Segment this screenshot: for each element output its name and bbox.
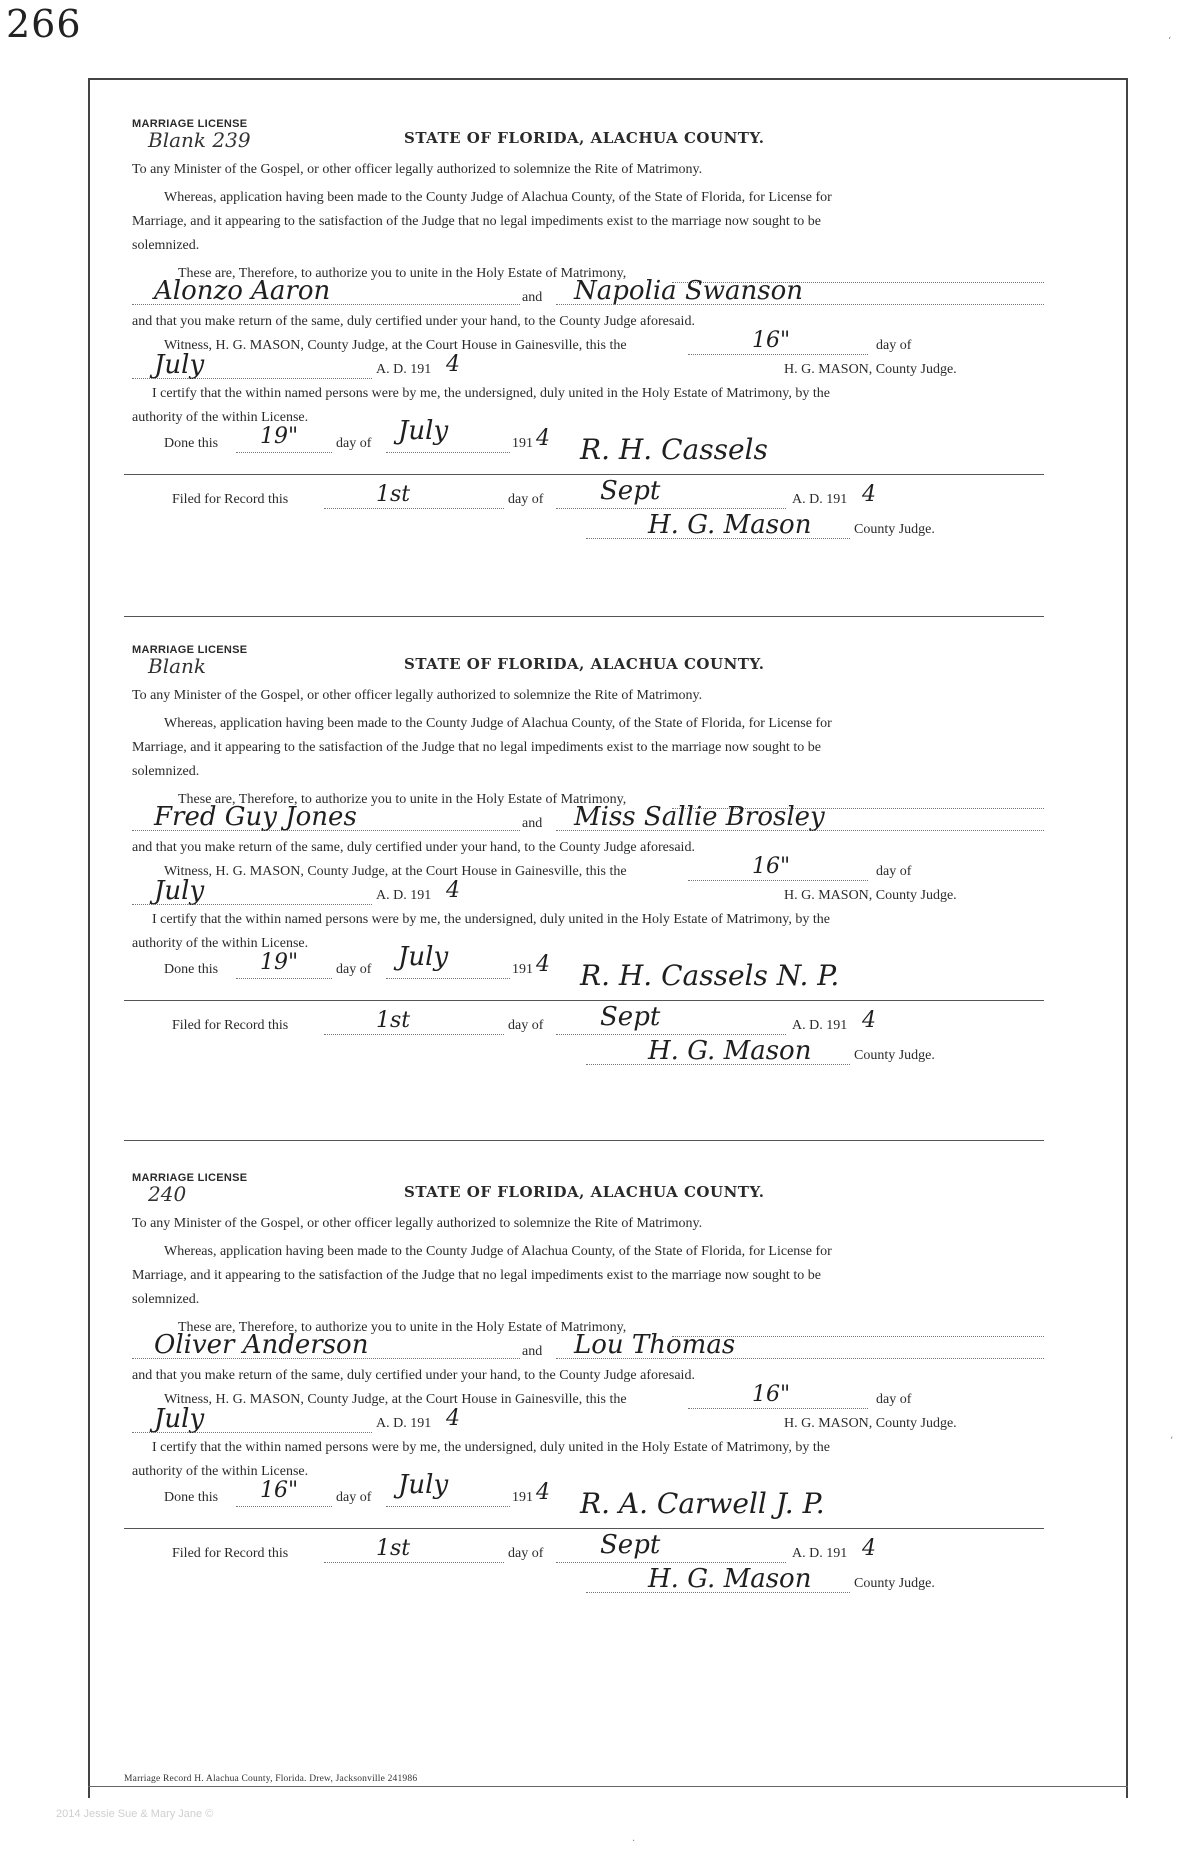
fill-line [132, 1358, 520, 1359]
whereas-line-1: Whereas, application having been made to the County Judge of Alachua County, of the State of Florida, for License for [164, 716, 832, 731]
certify-line-1: I certify that the within named persons were by me, the undersigned, duly united in the Holy Estate of Matrimony, by the [152, 386, 830, 401]
scan-mark: ‘ [1168, 36, 1172, 47]
done-day: 19" [260, 950, 299, 975]
year-prefix: 191 [512, 1490, 533, 1505]
fill-line [236, 452, 332, 453]
fill-line [386, 978, 510, 979]
day-of-label: day of [508, 492, 544, 507]
fill-line [556, 1358, 1044, 1359]
witness-clause: Witness, H. G. MASON, County Judge, at the Court House in Gainesville, this the [164, 338, 627, 353]
witness-day: 16" [752, 328, 791, 353]
done-year-digit: 4 [536, 1480, 550, 1505]
day-of-label: day of [336, 436, 372, 451]
license-label: MARRIAGE LICENSE [132, 1172, 248, 1184]
separator-rule [124, 1140, 1044, 1141]
ad-label: A. D. 191 [792, 492, 848, 507]
watermark: 2014 Jessie Sue & Mary Jane © [56, 1808, 214, 1820]
filed-month: Sept [600, 1002, 661, 1032]
scan-mark: ’ [1170, 1436, 1174, 1447]
done-month: July [398, 1470, 449, 1500]
done-year-digit: 4 [536, 952, 550, 977]
these-are-clause: These are, Therefore, to authorize you to unite in the Holy Estate of Matrimony, [178, 792, 627, 807]
fill-line [132, 378, 372, 379]
license-number: Blank [148, 654, 207, 678]
judge-printed: H. G. MASON, County Judge. [784, 1416, 957, 1431]
day-of-label: day of [508, 1018, 544, 1033]
officiant-signature: R. H. Cassels N. P. [580, 959, 840, 992]
day-of-label: day of [876, 338, 912, 353]
and-label: and [522, 290, 543, 305]
fill-line [556, 1034, 786, 1035]
fill-line [132, 904, 372, 905]
fill-line [324, 1034, 504, 1035]
whereas-line-3: solemnized. [132, 764, 200, 779]
return-clause: and that you make return of the same, duly certified under your hand, to the County Judge aforesaid. [132, 1368, 695, 1383]
done-month: July [398, 416, 449, 446]
whereas-line-1: Whereas, application having been made to the County Judge of Alachua County, of the State of Florida, for License for [164, 1244, 832, 1259]
certify-line-2: authority of the within License. [132, 1464, 309, 1479]
done-this-label: Done this [164, 962, 219, 977]
fill-line [386, 1506, 510, 1507]
witness-year-digit: 4 [446, 352, 460, 377]
whereas-line-3: solemnized. [132, 1292, 200, 1307]
judge-signature: H. G. Mason [648, 510, 812, 540]
judge-signature: H. G. Mason [648, 1036, 812, 1066]
done-this-label: Done this [164, 436, 219, 451]
filed-label: Filed for Record this [172, 492, 289, 507]
ad-label: A. D. 191 [792, 1546, 848, 1561]
license-label: MARRIAGE LICENSE [132, 118, 248, 130]
whereas-line-2: Marriage, and it appearing to the satisfaction of the Judge that no legal impediments exist to the marriage now sought to be [132, 214, 821, 229]
return-clause: and that you make return of the same, duly certified under your hand, to the County Judge aforesaid. [132, 314, 695, 329]
witness-day: 16" [752, 854, 791, 879]
return-clause: and that you make return of the same, duly certified under your hand, to the County Judge aforesaid. [132, 840, 695, 855]
fill-line [324, 508, 504, 509]
ad-label: A. D. 191 [376, 362, 432, 377]
officiant-signature: R. H. Cassels [580, 433, 768, 466]
filed-day: 1st [376, 1536, 411, 1561]
filed-year-digit: 4 [862, 1008, 876, 1033]
year-prefix: 191 [512, 436, 533, 451]
county-judge-label: County Judge. [854, 1048, 935, 1063]
filed-label: Filed for Record this [172, 1546, 289, 1561]
these-are-clause: These are, Therefore, to authorize you to unite in the Holy Estate of Matrimony, [178, 1320, 627, 1335]
ad-label: A. D. 191 [792, 1018, 848, 1033]
officiant-signature: R. A. Carwell J. P. [580, 1487, 825, 1520]
filed-label: Filed for Record this [172, 1018, 289, 1033]
witness-year-digit: 4 [446, 1406, 460, 1431]
fill-line [556, 830, 1044, 831]
whereas-line-2: Marriage, and it appearing to the satisfaction of the Judge that no legal impediments exist to the marriage now sought to be [132, 740, 821, 755]
done-this-label: Done this [164, 1490, 219, 1505]
witness-clause: Witness, H. G. MASON, County Judge, at the Court House in Gainesville, this the [164, 1392, 627, 1407]
day-of-label: day of [336, 962, 372, 977]
scan-mark: · [632, 1836, 636, 1847]
fill-line [324, 1562, 504, 1563]
fill-line [556, 1562, 786, 1563]
license-number: 240 [148, 1182, 187, 1206]
witness-year-digit: 4 [446, 878, 460, 903]
witness-month: July [154, 350, 205, 380]
done-day: 19" [260, 424, 299, 449]
state-heading: STATE OF FLORIDA, ALACHUA COUNTY. [404, 1183, 765, 1201]
filed-day: 1st [376, 1008, 411, 1033]
ad-label: A. D. 191 [376, 888, 432, 903]
fill-line [132, 304, 520, 305]
done-day: 16" [260, 1478, 299, 1503]
whereas-line-2: Marriage, and it appearing to the satisfaction of the Judge that no legal impediments exist to the marriage now sought to be [132, 1268, 821, 1283]
section-rule [124, 474, 1044, 475]
witness-month: July [154, 876, 205, 906]
done-year-digit: 4 [536, 426, 550, 451]
groom-name: Fred Guy Jones [154, 802, 357, 832]
fill-line [386, 452, 510, 453]
page-number: 266 [6, 2, 82, 46]
filed-month: Sept [600, 476, 661, 506]
fill-line [132, 830, 520, 831]
minister-clause: To any Minister of the Gospel, or other officer legally authorized to solemnize the Rite of Matrimony. [132, 162, 703, 177]
certify-line-1: I certify that the within named persons were by me, the undersigned, duly united in the Holy Estate of Matrimony, by the [152, 912, 830, 927]
filed-year-digit: 4 [862, 1536, 876, 1561]
fill-line [132, 1432, 372, 1433]
day-of-label: day of [876, 864, 912, 879]
judge-printed: H. G. MASON, County Judge. [784, 362, 957, 377]
separator-rule [124, 616, 1044, 617]
witness-day: 16" [752, 1382, 791, 1407]
county-judge-label: County Judge. [854, 522, 935, 537]
judge-printed: H. G. MASON, County Judge. [784, 888, 957, 903]
fill-line [556, 508, 786, 509]
fill-line [688, 1408, 868, 1409]
whereas-line-3: solemnized. [132, 238, 200, 253]
and-label: and [522, 1344, 543, 1359]
groom-name: Alonzo Aaron [154, 276, 331, 306]
state-heading: STATE OF FLORIDA, ALACHUA COUNTY. [404, 129, 765, 147]
day-of-label: day of [336, 1490, 372, 1505]
section-rule [124, 1000, 1044, 1001]
filed-year-digit: 4 [862, 482, 876, 507]
filed-day: 1st [376, 482, 411, 507]
done-month: July [398, 942, 449, 972]
judge-signature: H. G. Mason [648, 1564, 812, 1594]
minister-clause: To any Minister of the Gospel, or other officer legally authorized to solemnize the Rite of Matrimony. [132, 1216, 703, 1231]
certify-line-1: I certify that the within named persons were by me, the undersigned, duly united in the Holy Estate of Matrimony, by the [152, 1440, 830, 1455]
certify-line-2: authority of the within License. [132, 410, 309, 425]
day-of-label: day of [876, 1392, 912, 1407]
minister-clause: To any Minister of the Gospel, or other officer legally authorized to solemnize the Rite of Matrimony. [132, 688, 703, 703]
license-number: Blank 239 [148, 128, 251, 152]
witness-clause: Witness, H. G. MASON, County Judge, at the Court House in Gainesville, this the [164, 864, 627, 879]
section-rule [124, 1528, 1044, 1529]
fill-line [236, 1506, 332, 1507]
day-of-label: day of [508, 1546, 544, 1561]
bride-name: Miss Sallie Brosley [574, 802, 825, 832]
year-prefix: 191 [512, 962, 533, 977]
bride-name: Lou Thomas [574, 1330, 736, 1360]
bottom-rule [88, 1786, 1128, 1787]
footer-note: Marriage Record H. Alachua County, Florida. Drew, Jacksonville 241986 [124, 1774, 418, 1784]
fill-line [236, 978, 332, 979]
fill-line [688, 880, 868, 881]
bride-name: Napolia Swanson [574, 276, 803, 306]
fill-line [688, 354, 868, 355]
state-heading: STATE OF FLORIDA, ALACHUA COUNTY. [404, 655, 765, 673]
witness-month: July [154, 1404, 205, 1434]
filed-month: Sept [600, 1530, 661, 1560]
groom-name: Oliver Anderson [154, 1330, 369, 1360]
and-label: and [522, 816, 543, 831]
ad-label: A. D. 191 [376, 1416, 432, 1431]
whereas-line-1: Whereas, application having been made to the County Judge of Alachua County, of the State of Florida, for License for [164, 190, 832, 205]
fill-line [556, 304, 1044, 305]
certify-line-2: authority of the within License. [132, 936, 309, 951]
county-judge-label: County Judge. [854, 1576, 935, 1591]
license-label: MARRIAGE LICENSE [132, 644, 248, 656]
these-are-clause: These are, Therefore, to authorize you to unite in the Holy Estate of Matrimony, [178, 266, 627, 281]
